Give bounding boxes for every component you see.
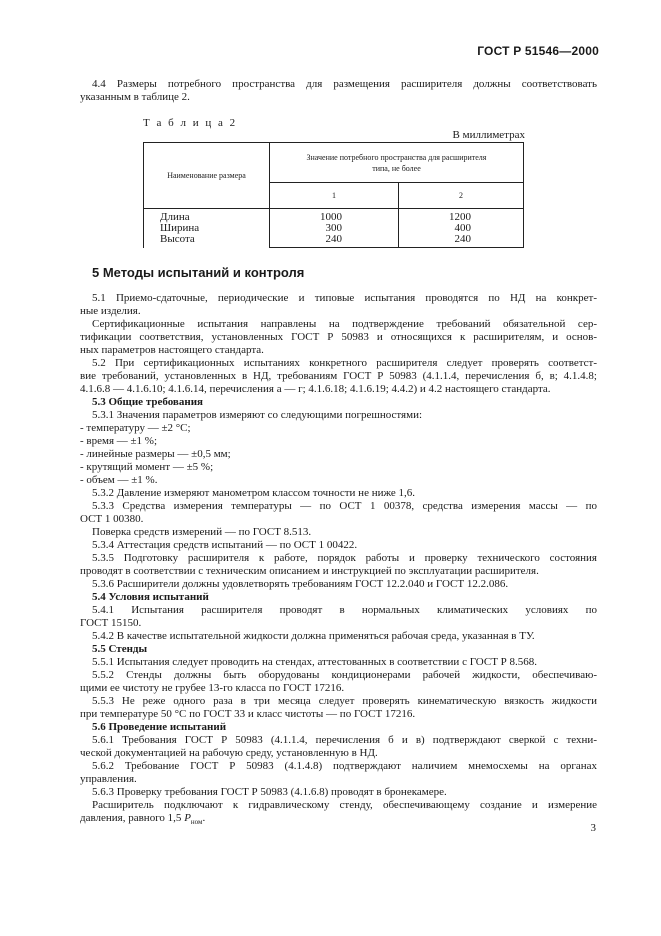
text-line: 5.3.2 Давление измеряют манометром классом точности не ниже 1,6. [92, 487, 416, 499]
intro-line-2: указанным в таблице 2. [80, 91, 190, 103]
col-header-name: Наименование размера [144, 143, 270, 209]
table-cell: 1200 [449, 211, 471, 223]
text-line: 5.3.6 Расширители должны удовлетворять требованиям ГОСТ 12.2.040 и ГОСТ 12.2.086. [92, 578, 509, 590]
list-item: - время — ±1 %; [80, 435, 158, 447]
text-line: 5.3.4 Аттестация средств испытаний — по ОСТ 1 00422. [92, 539, 358, 551]
page-number: 3 [590, 822, 596, 834]
text-line: 4.1.6.8 — 4.1.6.10; 4.1.6.14, перечисления а — г; 4.1.6.18; 4.1.6.19; 4.4.2) и 4.2 настоящего стандарта. [80, 383, 551, 395]
row-name: Ширина [160, 222, 200, 234]
document-header: ГОСТ Р 51546—2000 [477, 44, 599, 58]
row-name: Высота [160, 233, 195, 245]
text-line: ческой документацией на рабочую среду, установленную в НД. [80, 747, 378, 759]
list-item: - крутящий момент — ±5 %; [80, 461, 214, 473]
text-line: 5.3.1 Значения параметров измеряют со следующими погрешностями: [92, 409, 423, 421]
table-cell: 240 [454, 233, 471, 245]
row-name: Длина [160, 211, 190, 223]
text-line: тификации соответствия, установленных ГОСТ Р 50983 и относящихся к расширителям, и основ- [80, 331, 597, 343]
text-line: 5.3.5 Подготовку расширителя к работе, порядок работы и проверку технического состояния [92, 552, 597, 564]
table-cell: 240 [325, 233, 342, 245]
type1-values-cell [270, 209, 399, 248]
text-line: 5.6.2 Требование ГОСТ Р 50983 (4.1.4.8) подтверждают наличием мнемосхемы на органах [92, 760, 597, 772]
text-line: 5.4.1 Испытания расширителя проводят в нормальных климатических условиях по [92, 604, 597, 616]
type2-values-cell [399, 209, 524, 248]
text-line: 5.2 При сертификационных испытаниях конкретного расширителя следует проверять соответст- [92, 357, 597, 369]
subsection-heading: 5.5 Стенды [92, 643, 148, 655]
text-line: щими ее чистоту не грубее 13-го класса по ГОСТ 17216. [80, 682, 345, 694]
section-title: 5 Методы испытаний и контроля [92, 265, 305, 280]
text-line: ОСТ 1 00380. [80, 513, 144, 525]
text-line: Сертификационные испытания направлены на подтверждение требований обязательной сер- [92, 318, 597, 330]
text-line: ГОСТ 15150. [80, 617, 142, 629]
table-cell: 400 [454, 222, 471, 234]
col-header-type-1: 1 [270, 183, 399, 209]
row-names-cell [144, 209, 270, 248]
intro-line-1: 4.4 Размеры потребного пространства для размещения расширителя должны соответствовать [92, 78, 597, 90]
text-line: 5.3.3 Средства измерения температуры — по ОСТ 1 00378, средства измерения массы — по [92, 500, 597, 512]
col-header-type-2: 2 [399, 183, 524, 209]
table-caption: Т а б л и ц а 2 [143, 117, 238, 129]
list-item: - объем — ±1 %. [80, 474, 158, 486]
list-item: - температуру — ±2 °С; [80, 422, 191, 434]
table-units: В миллиметрах [452, 129, 525, 141]
text-line: 5.6.3 Проверку требования ГОСТ Р 50983 (4.1.6.8) проводят в бронекамере. [92, 786, 447, 798]
text-line: 5.5.3 Не реже одного раза в три месяца следует проверять кинематическую вязкость жидкости [92, 695, 597, 707]
list-item: - линейные размеры — ±0,5 мм; [80, 448, 231, 460]
text-line: 5.5.2 Стенды должны быть оборудованы кондиционерами рабочей жидкости, обеспечиваю- [92, 669, 597, 681]
text-line: Поверка средств измерений — по ГОСТ 8.513. [92, 526, 312, 538]
col-header-group: Значение потребного пространства для расширителя типа, не более [270, 143, 524, 183]
text-line: 5.1 Приемо-сдаточные, периодические и типовые испытания проводятся по НД на конкрет- [92, 292, 597, 304]
text-line: 5.4.2 В качестве испытательной жидкости должна применяться рабочая среда, указанная в ТУ. [92, 630, 535, 642]
table-cell: 300 [325, 222, 342, 234]
text-line: при температуре 50 °С по ГОСТ 33 и класс чистоты — по ГОСТ 17216. [80, 708, 416, 720]
subsection-heading: 5.6 Проведение испытаний [92, 721, 227, 733]
dimensions-table [143, 142, 524, 248]
text-line: управления. [80, 773, 137, 785]
subsection-heading: 5.4 Условия испытаний [92, 591, 209, 603]
subsection-heading: 5.3 Общие требования [92, 396, 203, 408]
text-line: 5.5.1 Испытания следует проводить на стендах, аттестованных в соответствии с ГОСТ Р 8.568. [92, 656, 538, 668]
table-cell: 1000 [320, 211, 342, 223]
text-line: ных параметров настоящего стандарта. [80, 344, 264, 356]
text-line: Расширитель подключают к гидравлическому стенду, обеспечивающему создание и измерение [92, 799, 597, 811]
text-line: вие требований, установленных в НД, требованиям ГОСТ Р 50983 (4.1.1.4, перечисления б, в; 4.1.4.8; [80, 370, 597, 382]
text-line: проводят в соответствии с техническим описанием и инструкцией по эксплуатации расширителя. [80, 565, 539, 577]
text-line: ные изделия. [80, 305, 141, 317]
text-line: давления, равного 1,5 $P_{ном}$. [80, 812, 206, 827]
text-line: 5.6.1 Требования ГОСТ Р 50983 (4.1.1.4, перечисления б и в) подтверждают сверкой с техни- [92, 734, 597, 746]
